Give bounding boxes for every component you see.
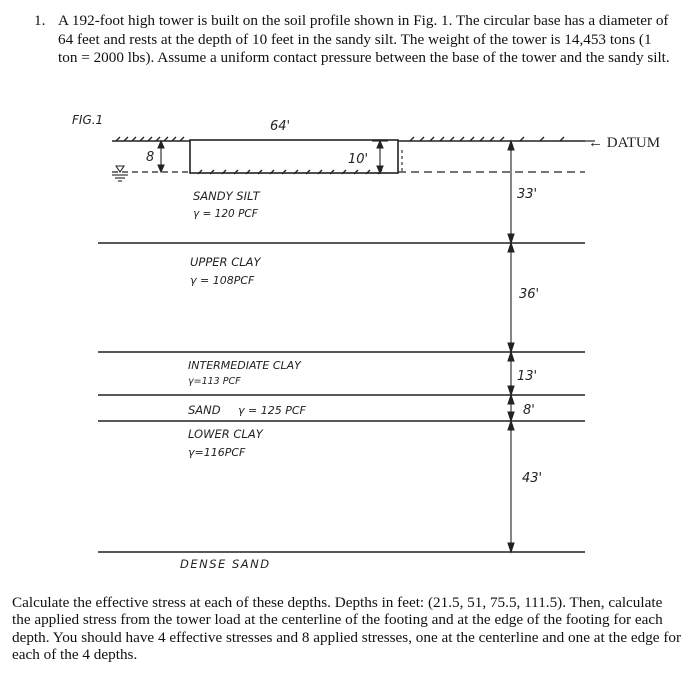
datum-label: ← DATUM bbox=[588, 135, 661, 151]
embed-depth-label: 10' bbox=[348, 152, 369, 167]
layer-unit-weight-upper-clay: γ = 108PCF bbox=[190, 274, 255, 287]
layer-name-sandy-silt: SANDY SILT bbox=[193, 189, 260, 203]
question-text: Calculate the effective stress at each of these depths. Depths in feet: (21.5, 51, 75.5, 111.5). Then, calculate the applied stress from the tower load at the centerline of the footing and at the edge of the footing for each depth. You should have 4 effective stresses and 8 applied stresses, one at the centerline and one at the edge for each of the 4 depths. bbox=[12, 594, 682, 664]
layer-name-sand: SAND bbox=[188, 403, 221, 417]
problem-number: 1. bbox=[34, 12, 46, 29]
thickness-label-intermediate-clay: 13' bbox=[517, 369, 538, 384]
layer-unit-weight-sand: γ = 125 PCF bbox=[238, 404, 306, 417]
layer-name-intermediate-clay: INTERMEDIATE CLAY bbox=[188, 359, 301, 372]
gw-depth-dimension bbox=[158, 141, 164, 172]
thickness-label-sand: 8' bbox=[523, 403, 535, 418]
problem-text: A 192-foot high tower is built on the soil profile shown in Fig. 1. The circular base has a diameter of 64 feet and rests at the depth of 10 feet in the sandy silt. The weight of the tower is 14,453 tons (1 ton = 2000 lbs). Assume a uniform contact pressure between the base of the tower and the sandy silt. bbox=[58, 12, 670, 66]
water-table-symbol bbox=[112, 166, 128, 181]
embed-depth-dimension bbox=[372, 141, 388, 173]
layer-name-lower-clay: LOWER CLAY bbox=[188, 427, 263, 441]
layer-name-upper-clay: UPPER CLAY bbox=[190, 255, 261, 269]
bottom-layer-label: DENSE SAND bbox=[180, 557, 271, 571]
gw-depth-label: 8 bbox=[146, 150, 155, 165]
layer-unit-weight-lower-clay: γ=116PCF bbox=[188, 446, 246, 459]
layer-unit-weight-sandy-silt: γ = 120 PCF bbox=[193, 208, 258, 220]
layer-unit-weight-intermediate-clay: γ=113 PCF bbox=[188, 376, 241, 387]
figure-label: FIG.1 bbox=[72, 113, 104, 127]
thickness-dimension-line bbox=[508, 141, 514, 552]
thickness-label-sandy-silt: 33' bbox=[517, 187, 538, 202]
thickness-label-upper-clay: 36' bbox=[519, 287, 540, 302]
base-width-label: 64' bbox=[270, 119, 291, 134]
thickness-label-lower-clay: 43' bbox=[522, 471, 543, 486]
